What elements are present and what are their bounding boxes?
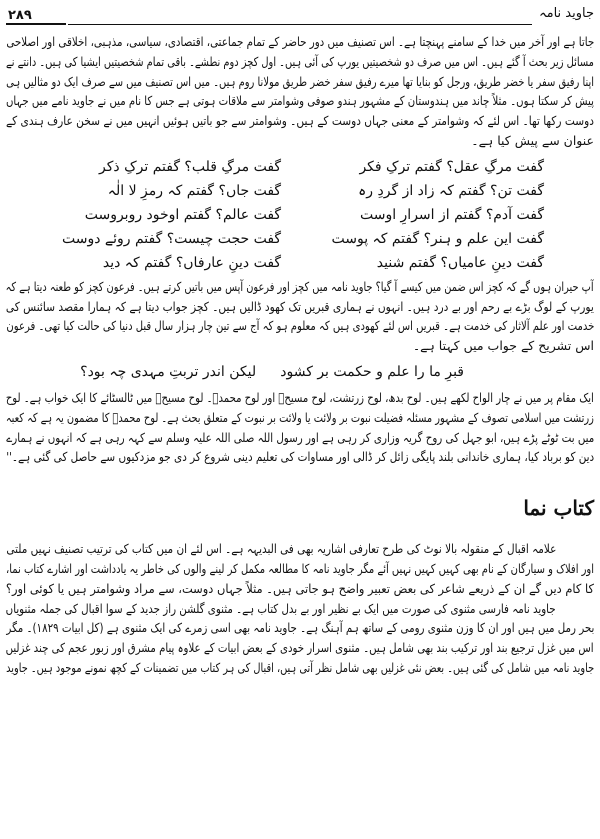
text-line: پیش کر سکتا ہوں۔ مثلاً چاند میں ہندوستان کے مشہور ہندو صوفی وشوامتر سے ملاقات ہوتی ہے جس کا نام میں نے جاوید نامے میں جہاں — [6, 93, 594, 109]
verse-couplet — [61, 227, 544, 251]
verse-hemistich: گفت این علم و ہنر؟ گفتم کہ پوست — [331, 230, 544, 247]
paragraph-5 — [6, 599, 594, 678]
text-line: علامہ اقبال کے منقولہ بالا نوٹ کی طرح تعارفی اشاریہ بھی فی البدیہہ ہے۔ اس لئے ان میں کتاب کی ترتیب تصنیف نہیں ملتی — [6, 541, 556, 557]
verse-hemistich: گفت تن؟ گفتم کہ زاد از گردِ رہ — [358, 182, 544, 199]
text-line: جاتا ہے اور آخر میں خدا کے سامنے پہنچتا ہے۔ اس تصنیف میں دور حاضر کے تمام جماعتی، اقتصادی، سیاسی، مذہبی، اخلاقی اور اصلاحی — [6, 34, 594, 49]
verse-hemistich: لیکن اندر تربتِ مہدی چہ بود؟ — [80, 363, 257, 380]
section-heading: کتاب نما — [523, 496, 594, 521]
text-line: دین کو برباد کیا، ہماری خاندانی بلند پایگی زائل کر ڈالی اور مساوات کی تعلیم دینی شروع کر دی جو مزدکیوں سے حاصل کی گئی ہے۔'' — [6, 449, 594, 465]
page-body — [6, 32, 594, 678]
verse-block-2 — [6, 360, 594, 384]
text-line: آپ حیران ہوں گے کہ کچز اس ضمن میں کیسے آ گیا؟ جاوید نامہ میں کچز اور فرعون آپس میں باتیں کرتے ہیں۔ فرعون کچز کو طعنہ دیتا ہے کہ — [6, 278, 594, 294]
running-header — [6, 6, 594, 28]
verse-hemistich: گفت دینِ عامیاں؟ گفتم شنید — [376, 254, 544, 271]
text-line: عنوان سے پیش کیا ہے۔ — [471, 132, 594, 148]
text-line: جاوید نامہ میں شامل کی گئی ہیں۔ بعض نئی غزلیں بھی شامل نظر آتی ہیں، اقبال کی ہر کتاب میں تضمینات کے کچھ نمونے موجود ہیں۔ جاوید — [6, 659, 594, 675]
verse-hemistich: گفت دینِ عارفاں؟ گفتم کہ دید — [102, 254, 282, 271]
verse-couplet — [66, 179, 544, 203]
text-line: اپنا رفیق سفر یا خضر طریق، ورجل کو بنایا تھا میرے رفیق سفر خضر طریق مولانا روم ہیں۔ میں اس تصنیف میں سے صرف ایک دو مثالیں ہی — [6, 73, 594, 89]
verse-hemistich: قبرِ ما را علم و حکمت بر کشود — [280, 363, 464, 380]
text-line: یورپ کے لوگ بڑے بے رحم اور بے درد ہیں۔ انہوں نے ہماری قبریں تک کھود ڈالیں ہیں۔ کچز جواب دیتا ہے کہ ہمارا مقصد سائنس کی — [6, 298, 594, 314]
verse-hemistich: گفت مرگِ قلب؟ گفتم ترکِ ذکر — [99, 158, 282, 175]
header-rule — [68, 24, 532, 25]
text-line: دوست رکھا تھا۔ اس لئے کہ وشوامتر کے معنی جہاں دوست کے ہیں۔ وشوامتر سے جو باتیں ہوئیں انہیں میں نے سخن عارف ہندی کے — [6, 113, 594, 129]
verse-couplet — [66, 203, 544, 227]
paragraph-1 — [6, 32, 594, 151]
verse-hemistich: گفت عالم؟ گفتم اوخود روبروست — [84, 206, 282, 223]
verse-hemistich: گفت آدم؟ گفتم از اسرارِ اوست — [359, 206, 544, 223]
text-line: بحر رمل میں ہیں اور ان کا وزن مثنوی رومی کے ساتھ ہم آہنگ ہے۔ جاوید نامہ بھی اسی زمرے کی ایک مثنوی ہے (کل ابیات ۱۸۲۹)۔ مگر — [6, 620, 594, 636]
verse-couplet — [66, 155, 544, 179]
text-line: ایک مقام پر میں نے چار الواح لکھے ہیں۔ لوح بدھ، لوح زرتشت، لوح مسیحؑ اور لوح محمدؐ۔ لوح مسیحؑ میں ٹالسٹائے کا ایک خواب ہے۔ لوح — [6, 389, 594, 405]
text-line: اس میں غزل ترجیع بند اور ترکیب بند بھی شامل ہیں۔ مثنوی اسرار خودی کے بعض ابیات کے علاوہ پیام مشرق اور زبور عجم کی چند غزلیں — [6, 640, 594, 656]
text-line: مسائل زیر بحث آ گئے ہیں۔ اس میں صرف دو شخصیتیں یورپ کی آئی ہیں۔ اول کچز دوم نطشے۔ باقی تمام شخصیتیں ایشیا کی ہیں۔ دانتے نے — [6, 53, 594, 69]
verse-block-1 — [6, 155, 594, 275]
text-line: کا کام دیں گے ان کے ذریعے شاعر کی بعض تعبیر واضح ہو جاتی ہیں۔ مثلاً جہاں دوست، سے مراد وشوامتر ہیں یا کوئی اور؟ — [6, 580, 594, 596]
verse-couplet — [80, 360, 464, 384]
page-number: ۲۸۹ — [6, 8, 66, 25]
text-line: اور افلاک و سیارگان کے نام بھی کہیں کہیں نہیں آئے مگر جاوید نامہ کا مطالعہ مکمل کر لینے والوں کی خاطر یہ یادداشت اور اشارے کتاب نما، — [6, 560, 594, 576]
text-line: جاوید نامہ فارسی مثنوی کی صورت میں ایک بے نظیر اور بے بدل کتاب ہے۔ مثنوی گلشن راز جدید کے سوا اقبال کی جملہ مثنویاں — [6, 600, 556, 616]
verse-hemistich: گفت جاں؟ گفتم کہ رمزِ لا الٰہ — [107, 182, 282, 199]
paragraph-3 — [6, 388, 594, 467]
verse-couplet — [66, 251, 544, 275]
text-line: خدمت اور علم آلاثار کی خدمت ہے۔ قبریں اس لئے کھودی ہیں کہ معلوم ہو کہ آج سے تین چار ہزار سال قبل دنیا کی حالت کیا تھی۔ فرعون — [6, 318, 594, 334]
verse-hemistich: گفت حجت چیست؟ گفتم روئے دوست — [61, 230, 282, 247]
text-line: زرتشت میں اسلامی تصوف کے مشہور مسئلہ فضیلت نبوت بر ولائت یا ولائت بر نبوت کے متعلق بحث ہے۔ لوح محمدؐ کا مضمون یہ ہے کہ کعبہ — [6, 409, 594, 425]
paragraph-2 — [6, 277, 594, 356]
verse-hemistich: گفت مرگِ عقل؟ گفتم ترکِ فکر — [359, 158, 544, 175]
running-title: جاوید نامہ — [538, 6, 594, 21]
paragraph-4 — [6, 539, 594, 598]
text-line: میں بت ٹوٹے پڑے ہیں، ابو جہل کی روح گریہ وزاری کر رہی ہے اور رسول اللہ صلی اللہ علیہ وسلم سے کہہ رہی ہے کہ انہوں نے ہمارے — [6, 429, 594, 445]
text-line: اس تشریح کے جواب میں کہتا ہے۔ — [412, 338, 594, 354]
